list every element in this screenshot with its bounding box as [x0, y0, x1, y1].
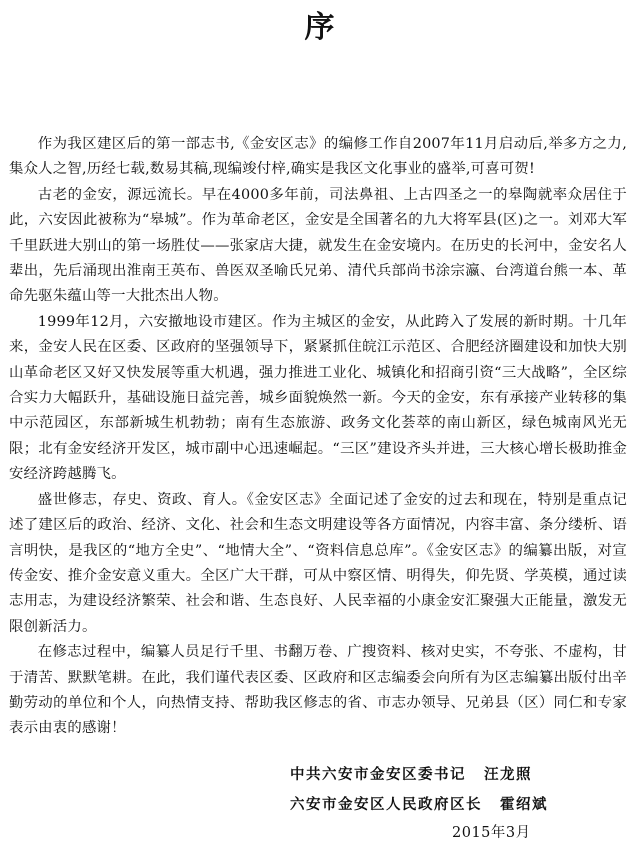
paragraph: 1999年12月，六安撤地设市建区。作为主城区的金安，从此跨入了发展的新时期。十几年来，金安人民在区委、区政府的坚强领导下，紧紧抓住皖江示范区、合肥经济圈建设和加快大别山革命老区又好又快发展等重大机遇，强力推进工业化、城镇化和招商引资“三大战略”，全区综合实力大幅跃升，基础设施日益完善，城乡面貌焕然一新。今天的金安，东有承接产业转移的集中示范园区，东部新城生机勃勃；南有生态旅游、政务文化荟萃的南山新区，绿色城南风光无限；北有金安经济开发区，城市副中心迅速崛起。“三区”建设齐头并进，三大核心增长极助推金安经济跨越腾飞。: [9, 313, 627, 483]
signature-line: [290, 793, 620, 814]
signature-name: 汪龙照: [484, 767, 532, 783]
paragraph: 作为我区建区后的第一部志书,《金安区志》的编修工作自2007年11月启动后,举多方之力,集众人之智,历经七载,数易其稿,现编竣付梓,确实是我区文化事业的盛举,可喜可贺!: [9, 136, 627, 178]
signature-name: 霍绍斌: [500, 797, 548, 813]
signature-title: 六安市金安区人民政府区长: [290, 797, 482, 813]
paragraph: 古老的金安，源远流长。早在4000多年前，司法鼻祖、上古四圣之一的皋陶就率众居住于此，六安因此被称为“皋城”。作为革命老区，金安是全国著名的九大将军县(区)之一。刘邓大军千里跃进大别山的第一场胜仗——张家店大捷，就发生在金安境内。在历史的长河中，金安名人辈出，先后涌现出淮南王英布、兽医双圣喻氏兄弟、清代兵部尚书涂宗瀛、台湾道台熊一本、革命先驱朱蕴山等一大批杰出人物。: [9, 186, 627, 305]
preface-body: [9, 132, 627, 742]
paragraph: 盛世修志，存史、资政、育人。《金安区志》全面记述了金安的过去和现在，特别是重点记述了建区后的政治、经济、文化、社会和生态文明建设等各方面情况，内容丰富、条分缕析、语言明快，是我区的“地方全史”、“地情大全”、“资料信息总库”。《金安区志》的编纂出版，对宣传金安、推介金安意义重大。全区广大干群，可从中察区情、明得失，仰先贤、学英模，通过读志用志，为建设经济繁荣、社会和谐、生态良好、人民幸福的小康金安汇聚强大正能量，激发无限创新活力。: [9, 491, 627, 635]
paragraph: 在修志过程中，编纂人员足行千里、书翻万卷、广搜资料、核对史实，不夸张、不虚构，甘于清苦、默默笔耕。在此，我们谨代表区委、区政府和区志编委会向所有为区志编纂出版付出辛勤劳动的单位和个人，向热情支持、帮助我区修志的省、市志办领导、兄弟县（区）同仁和专家表示由衷的感谢！: [9, 644, 627, 737]
signature-title: 中共六安市金安区委书记: [290, 767, 466, 783]
page-title: 序: [304, 10, 335, 45]
document-date: 2015年3月: [452, 825, 531, 841]
signature-line: [290, 763, 620, 784]
